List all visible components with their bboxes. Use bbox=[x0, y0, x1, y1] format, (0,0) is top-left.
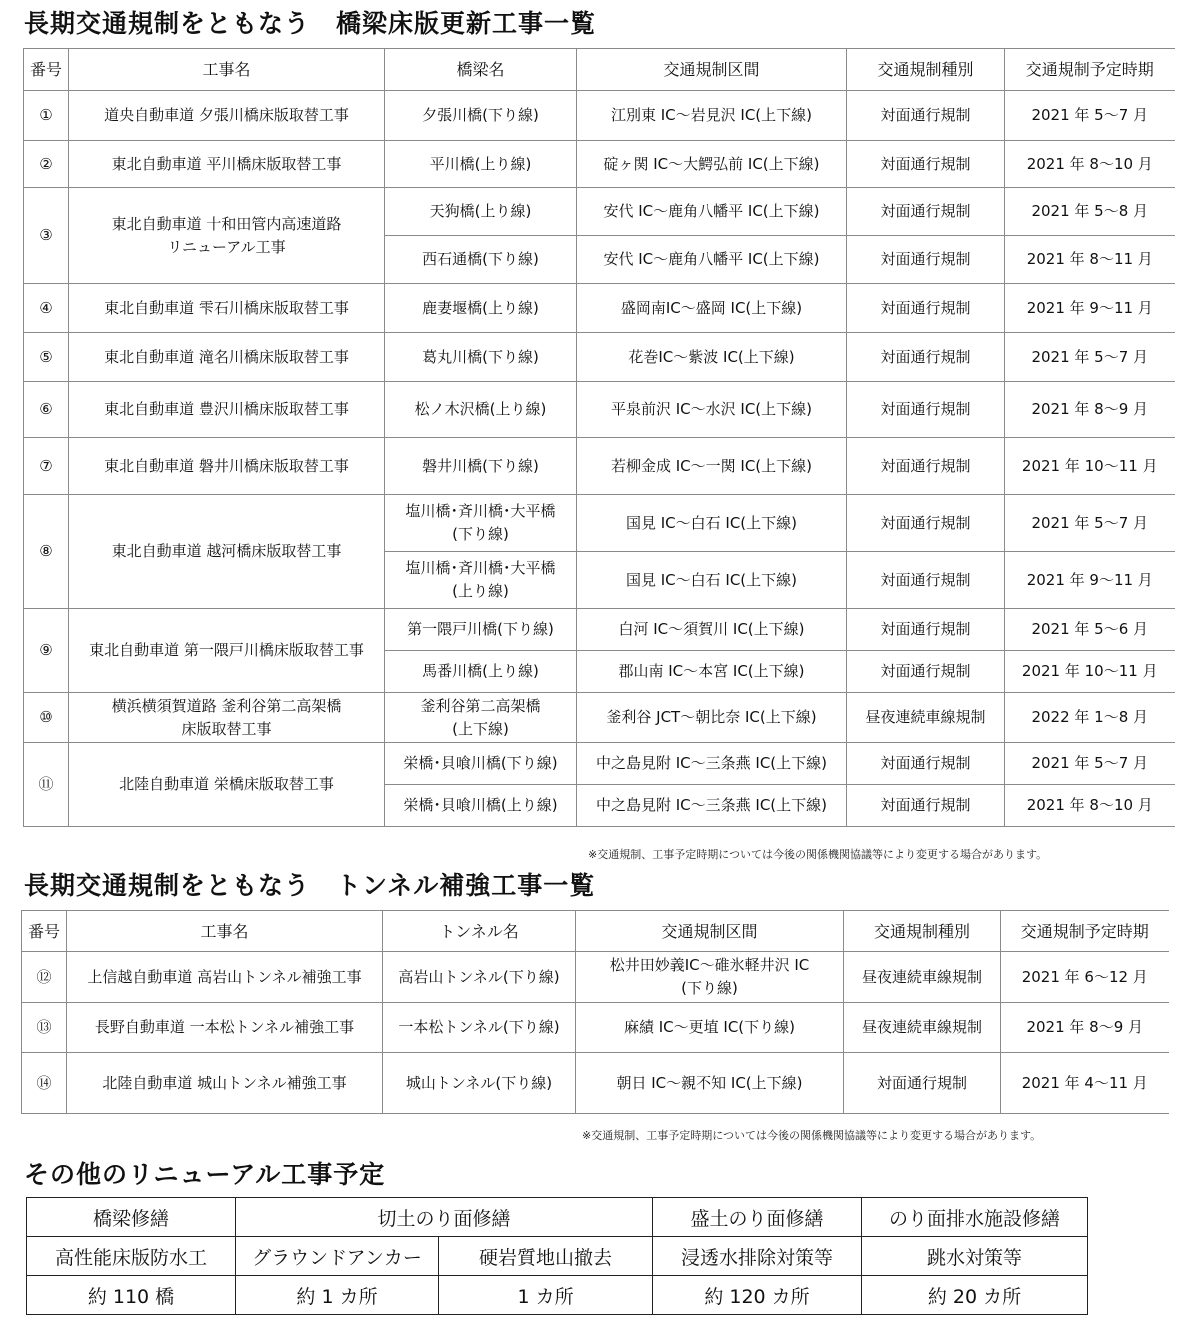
bridge-name: 夕張川橋(下り線) bbox=[385, 91, 577, 141]
table-row bbox=[24, 382, 1175, 438]
item-ground-anchor: グラウンドアンカー bbox=[236, 1237, 439, 1276]
project-name: 東北自動車道 滝名川橋床版取替工事 bbox=[69, 333, 385, 382]
restriction-type: 対面通行規制 bbox=[847, 651, 1005, 693]
project-number: ⑦ bbox=[24, 438, 69, 495]
restriction-type: 対面通行規制 bbox=[847, 495, 1005, 552]
bridge-name: 釜利谷第二高架橋 (上下線) bbox=[385, 693, 577, 743]
tunnel-works-body bbox=[22, 952, 1169, 1114]
item-deck-waterproofing: 高性能床版防水工 bbox=[27, 1237, 236, 1276]
bridge-name: 松ノ木沢橋(上り線) bbox=[385, 382, 577, 438]
project-name: 長野自動車道 一本松トンネル補強工事 bbox=[67, 1003, 383, 1053]
header-work-name: 工事名 bbox=[69, 49, 385, 91]
restriction-period: 2021 年 10～11 月 bbox=[1005, 438, 1175, 495]
table-row bbox=[24, 693, 1175, 743]
restriction-period: 2021 年 9～11 月 bbox=[1005, 552, 1175, 609]
category-row bbox=[27, 1198, 1088, 1237]
quantity-hard-rock: 1 カ所 bbox=[439, 1276, 653, 1315]
project-number: ④ bbox=[24, 284, 69, 333]
other-renewal-table bbox=[26, 1197, 1088, 1315]
quantity-seepage: 約 120 カ所 bbox=[653, 1276, 862, 1315]
restriction-period: 2021 年 10～11 月 bbox=[1005, 651, 1175, 693]
restriction-type: 対面通行規制 bbox=[847, 333, 1005, 382]
item-seepage-countermeasures: 浸透水排除対策等 bbox=[653, 1237, 862, 1276]
bridge-name: 葛丸川橋(下り線) bbox=[385, 333, 577, 382]
restriction-section: 国見 IC～白石 IC(上下線) bbox=[577, 552, 847, 609]
restriction-period: 2021 年 5～7 月 bbox=[1005, 333, 1175, 382]
restriction-type: 対面通行規制 bbox=[847, 91, 1005, 141]
restriction-type: 対面通行規制 bbox=[847, 236, 1005, 284]
bridge-name: 鹿妻堰橋(上り線) bbox=[385, 284, 577, 333]
quantity-hydraulic-jump: 約 20 カ所 bbox=[862, 1276, 1088, 1315]
bridge-name: 馬番川橋(上り線) bbox=[385, 651, 577, 693]
section2-note: ※交通規制、工事予定時期については今後の関係機関協議等により変更する場合があります。 bbox=[582, 1129, 1042, 1142]
section1-note: ※交通規制、工事予定時期については今後の関係機関協議等により変更する場合があります。 bbox=[588, 848, 1048, 861]
restriction-section: 盛岡南IC～盛岡 IC(上下線) bbox=[577, 284, 847, 333]
header-number: 番号 bbox=[24, 49, 69, 91]
table-row bbox=[24, 188, 1175, 236]
header-number: 番号 bbox=[22, 911, 67, 952]
project-number: ⑪ bbox=[24, 743, 69, 827]
project-number: ⑧ bbox=[24, 495, 69, 609]
quantity-bridges: 約 110 橋 bbox=[27, 1276, 236, 1315]
header-period: 交通規制予定時期 bbox=[1001, 911, 1169, 952]
table-row bbox=[22, 1003, 1169, 1053]
project-name: 横浜横須賀道路 釜利谷第二高架橋 床版取替工事 bbox=[69, 693, 385, 743]
restriction-type: 対面通行規制 bbox=[847, 552, 1005, 609]
table-row bbox=[24, 743, 1175, 785]
project-name: 東北自動車道 越河橋床版取替工事 bbox=[69, 495, 385, 609]
restriction-period: 2021 年 8～10 月 bbox=[1005, 785, 1175, 827]
section3-title: その他のリニューアル工事予定 bbox=[24, 1160, 386, 1189]
project-number: ⑬ bbox=[22, 1003, 67, 1053]
restriction-type: 対面通行規制 bbox=[847, 382, 1005, 438]
table-row bbox=[24, 284, 1175, 333]
project-name: 東北自動車道 第一隈戸川橋床版取替工事 bbox=[69, 609, 385, 693]
restriction-section: 花巻IC～紫波 IC(上下線) bbox=[577, 333, 847, 382]
restriction-type: 対面通行規制 bbox=[847, 743, 1005, 785]
restriction-period: 2021 年 9～11 月 bbox=[1005, 284, 1175, 333]
restriction-period: 2021 年 5～7 月 bbox=[1005, 91, 1175, 141]
bridge-name: 磐井川橋(下り線) bbox=[385, 438, 577, 495]
project-number: ⑩ bbox=[24, 693, 69, 743]
bridge-name: 天狗橋(上り線) bbox=[385, 188, 577, 236]
project-number: ⑭ bbox=[22, 1053, 67, 1114]
restriction-section: 安代 IC～鹿角八幡平 IC(上下線) bbox=[577, 188, 847, 236]
table-row bbox=[24, 91, 1175, 141]
restriction-period: 2021 年 6～12 月 bbox=[1001, 952, 1169, 1003]
header-tunnel-name: トンネル名 bbox=[383, 911, 576, 952]
restriction-type: 昼夜連続車線規制 bbox=[847, 693, 1005, 743]
tunnel-name: 高岩山トンネル(下り線) bbox=[383, 952, 576, 1003]
item-hydraulic-jump-countermeasures: 跳水対策等 bbox=[862, 1237, 1088, 1276]
restriction-type: 昼夜連続車線規制 bbox=[844, 1003, 1001, 1053]
bridge-name: 栄橋･貝喰川橋(下り線) bbox=[385, 743, 577, 785]
restriction-section: 中之島見附 IC～三条燕 IC(上下線) bbox=[577, 785, 847, 827]
restriction-period: 2021 年 5～7 月 bbox=[1005, 743, 1175, 785]
table-header-row bbox=[22, 911, 1169, 952]
section1-title: 長期交通規制をともなう 橋梁床版更新工事一覧 bbox=[24, 9, 597, 38]
bridge-name: 西石通橋(下り線) bbox=[385, 236, 577, 284]
project-name: 東北自動車道 十和田管内高速道路 リニューアル工事 bbox=[69, 188, 385, 284]
tunnel-name: 一本松トンネル(下り線) bbox=[383, 1003, 576, 1053]
restriction-section: 安代 IC～鹿角八幡平 IC(上下線) bbox=[577, 236, 847, 284]
restriction-period: 2021 年 8～9 月 bbox=[1005, 382, 1175, 438]
project-name: 上信越自動車道 高岩山トンネル補強工事 bbox=[67, 952, 383, 1003]
project-name: 道央自動車道 夕張川橋床版取替工事 bbox=[69, 91, 385, 141]
category-cut-slope-repair: 切土のり面修繕 bbox=[236, 1198, 653, 1237]
restriction-type: 対面通行規制 bbox=[847, 438, 1005, 495]
project-number: ⑫ bbox=[22, 952, 67, 1003]
category-bridge-repair: 橋梁修繕 bbox=[27, 1198, 236, 1237]
project-name: 東北自動車道 平川橋床版取替工事 bbox=[69, 141, 385, 188]
project-number: ⑥ bbox=[24, 382, 69, 438]
header-work-name: 工事名 bbox=[67, 911, 383, 952]
restriction-section: 江別東 IC～岩見沢 IC(上下線) bbox=[577, 91, 847, 141]
restriction-type: 対面通行規制 bbox=[844, 1053, 1001, 1114]
item-row bbox=[27, 1237, 1088, 1276]
header-period: 交通規制予定時期 bbox=[1005, 49, 1175, 91]
header-type: 交通規制種別 bbox=[847, 49, 1005, 91]
table-row bbox=[24, 495, 1175, 552]
restriction-type: 昼夜連続車線規制 bbox=[844, 952, 1001, 1003]
table-row bbox=[24, 609, 1175, 651]
category-slope-drainage-repair: のり面排水施設修繕 bbox=[862, 1198, 1088, 1237]
header-section: 交通規制区間 bbox=[577, 49, 847, 91]
restriction-type: 対面通行規制 bbox=[847, 785, 1005, 827]
table-row bbox=[22, 1053, 1169, 1114]
restriction-period: 2021 年 8～9 月 bbox=[1001, 1003, 1169, 1053]
restriction-period: 2021 年 5～7 月 bbox=[1005, 495, 1175, 552]
item-hard-rock-removal: 硬岩質地山撤去 bbox=[439, 1237, 653, 1276]
header-bridge-name: 橋梁名 bbox=[385, 49, 577, 91]
restriction-section: 碇ヶ関 IC～大鰐弘前 IC(上下線) bbox=[577, 141, 847, 188]
restriction-type: 対面通行規制 bbox=[847, 284, 1005, 333]
restriction-period: 2022 年 1～8 月 bbox=[1005, 693, 1175, 743]
table-header-row bbox=[24, 49, 1175, 91]
project-number: ③ bbox=[24, 188, 69, 284]
restriction-type: 対面通行規制 bbox=[847, 141, 1005, 188]
project-name: 東北自動車道 豊沢川橋床版取替工事 bbox=[69, 382, 385, 438]
bridge-works-table bbox=[23, 48, 1175, 827]
restriction-period: 2021 年 8～11 月 bbox=[1005, 236, 1175, 284]
table-row bbox=[24, 438, 1175, 495]
restriction-type: 対面通行規制 bbox=[847, 609, 1005, 651]
bridge-name: 第一隈戸川橋(下り線) bbox=[385, 609, 577, 651]
restriction-period: 2021 年 5～6 月 bbox=[1005, 609, 1175, 651]
restriction-section: 国見 IC～白石 IC(上下線) bbox=[577, 495, 847, 552]
project-name: 北陸自動車道 栄橋床版取替工事 bbox=[69, 743, 385, 827]
restriction-period: 2021 年 5～8 月 bbox=[1005, 188, 1175, 236]
restriction-section: 若柳金成 IC～一関 IC(上下線) bbox=[577, 438, 847, 495]
bridge-name: 栄橋･貝喰川橋(上り線) bbox=[385, 785, 577, 827]
table-row bbox=[24, 333, 1175, 382]
category-fill-slope-repair: 盛土のり面修繕 bbox=[653, 1198, 862, 1237]
header-type: 交通規制種別 bbox=[844, 911, 1001, 952]
restriction-section: 釜利谷 JCT～朝比奈 IC(上下線) bbox=[577, 693, 847, 743]
restriction-type: 対面通行規制 bbox=[847, 188, 1005, 236]
restriction-section: 松井田妙義IC～碓氷軽井沢 IC (下り線) bbox=[576, 952, 844, 1003]
project-name: 東北自動車道 磐井川橋床版取替工事 bbox=[69, 438, 385, 495]
project-number: ② bbox=[24, 141, 69, 188]
restriction-section: 郡山南 IC～本宮 IC(上下線) bbox=[577, 651, 847, 693]
bridge-name: 塩川橋･斉川橋･大平橋 (上り線) bbox=[385, 552, 577, 609]
restriction-section: 白河 IC～須賀川 IC(上下線) bbox=[577, 609, 847, 651]
quantity-row bbox=[27, 1276, 1088, 1315]
project-name: 北陸自動車道 城山トンネル補強工事 bbox=[67, 1053, 383, 1114]
restriction-period: 2021 年 4～11 月 bbox=[1001, 1053, 1169, 1114]
bridge-works-body bbox=[24, 91, 1175, 827]
bridge-name: 平川橋(上り線) bbox=[385, 141, 577, 188]
project-number: ⑨ bbox=[24, 609, 69, 693]
tunnel-works-table bbox=[21, 910, 1169, 1114]
table-row bbox=[22, 952, 1169, 1003]
restriction-section: 中之島見附 IC～三条燕 IC(上下線) bbox=[577, 743, 847, 785]
restriction-section: 麻績 IC～更埴 IC(下り線) bbox=[576, 1003, 844, 1053]
restriction-period: 2021 年 8～10 月 bbox=[1005, 141, 1175, 188]
tunnel-name: 城山トンネル(下り線) bbox=[383, 1053, 576, 1114]
table-row bbox=[24, 141, 1175, 188]
project-number: ⑤ bbox=[24, 333, 69, 382]
header-section: 交通規制区間 bbox=[576, 911, 844, 952]
restriction-section: 平泉前沢 IC～水沢 IC(上下線) bbox=[577, 382, 847, 438]
quantity-ground-anchor: 約 1 カ所 bbox=[236, 1276, 439, 1315]
section2-title: 長期交通規制をともなう トンネル補強工事一覧 bbox=[24, 871, 596, 900]
project-number: ① bbox=[24, 91, 69, 141]
restriction-section: 朝日 IC～親不知 IC(上下線) bbox=[576, 1053, 844, 1114]
bridge-name: 塩川橋･斉川橋･大平橋 (下り線) bbox=[385, 495, 577, 552]
project-name: 東北自動車道 雫石川橋床版取替工事 bbox=[69, 284, 385, 333]
